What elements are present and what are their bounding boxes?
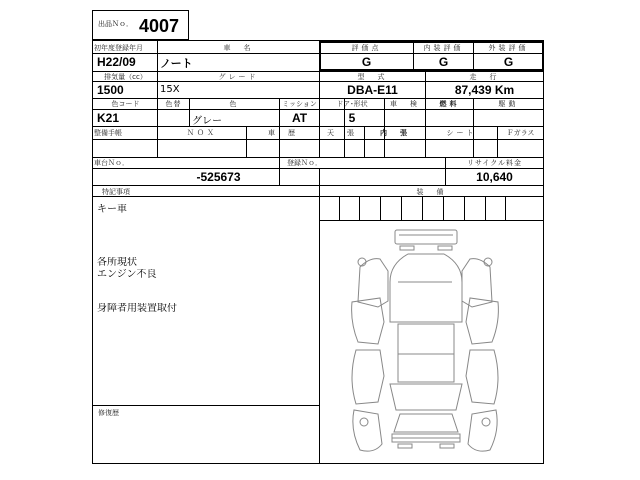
mission-label: ミッション <box>282 100 317 108</box>
seat-label: シート <box>446 129 477 137</box>
sunroof-label: 天 張 <box>327 129 357 137</box>
special-notes-label: 特記事項 <box>102 188 130 196</box>
displacement-value: 1500 <box>97 83 124 97</box>
eval-score-label: 評価点 <box>351 44 382 52</box>
model-value: DBA-E11 <box>347 83 398 97</box>
history-label: 車 歴 <box>268 129 298 137</box>
chassis-no-label: 車台Ｎｏ． <box>94 159 129 167</box>
car-name-value: ノート <box>160 58 193 70</box>
exterior-eval-label: 外装評価 <box>488 44 529 52</box>
recycle-fee-label: リサイクル料金 <box>466 159 523 167</box>
doors-shape-label: ドア･形状 <box>336 100 368 108</box>
drive-label: 駆動 <box>498 100 519 108</box>
f-glass-label: Ｆガラス <box>506 129 535 137</box>
note-disability-equipment: 身障者用装置取付 <box>97 303 177 314</box>
first-reg-value: H22/09 <box>97 55 136 69</box>
recycle-fee-value: 10,640 <box>476 170 513 184</box>
first-reg-label: 初年度登録年月 <box>94 44 143 52</box>
interior-eval-value: G <box>438 55 449 69</box>
grade-label: グレード <box>218 73 259 81</box>
color-change-label: 色替 <box>165 100 182 108</box>
color-code-value: K21 <box>97 111 120 125</box>
eval-score-value: G <box>361 55 372 69</box>
lot-number-box <box>92 10 189 40</box>
car-name-label: 車 名 <box>223 44 254 52</box>
mileage-value: 87,439 Km <box>454 83 515 97</box>
model-label: 型 式 <box>357 73 388 81</box>
lot-number: 4007 <box>139 16 180 36</box>
chassis-no-value: -525673 <box>196 170 241 184</box>
note-key-vehicle: キー車 <box>97 204 127 215</box>
nox-label: ＮＯＸ <box>187 129 217 137</box>
mileage-label: 走 行 <box>469 73 500 81</box>
inspection-label: 車 検 <box>390 100 420 108</box>
mission-value: AT <box>291 111 308 125</box>
lot-label: 出品Ｎｏ． <box>98 20 133 28</box>
color-label: 色 <box>229 100 240 108</box>
color-value: グレー <box>192 116 222 127</box>
doors-value: 5 <box>348 111 356 125</box>
note-engine-fault: エンジン不良 <box>97 269 157 280</box>
equipment-label: 装 備 <box>416 188 447 196</box>
grade-value: 15X <box>160 84 180 95</box>
color-code-label: 色コード <box>111 100 140 108</box>
service-book-label: 整備手帳 <box>94 129 122 137</box>
exterior-eval-value: G <box>503 55 514 69</box>
reg-no-label: 登録Ｎｏ． <box>287 159 322 167</box>
note-current-condition: 各所現状 <box>97 257 137 268</box>
car-damage-diagram <box>330 222 520 462</box>
repair-history-label: 修復歴 <box>98 409 119 417</box>
interior-trim-label: 内 張 <box>380 129 410 137</box>
displacement-label: 排気量（cc） <box>104 73 147 81</box>
fuel-label: 燃料 <box>439 100 460 108</box>
interior-eval-label: 内装評価 <box>423 44 464 52</box>
